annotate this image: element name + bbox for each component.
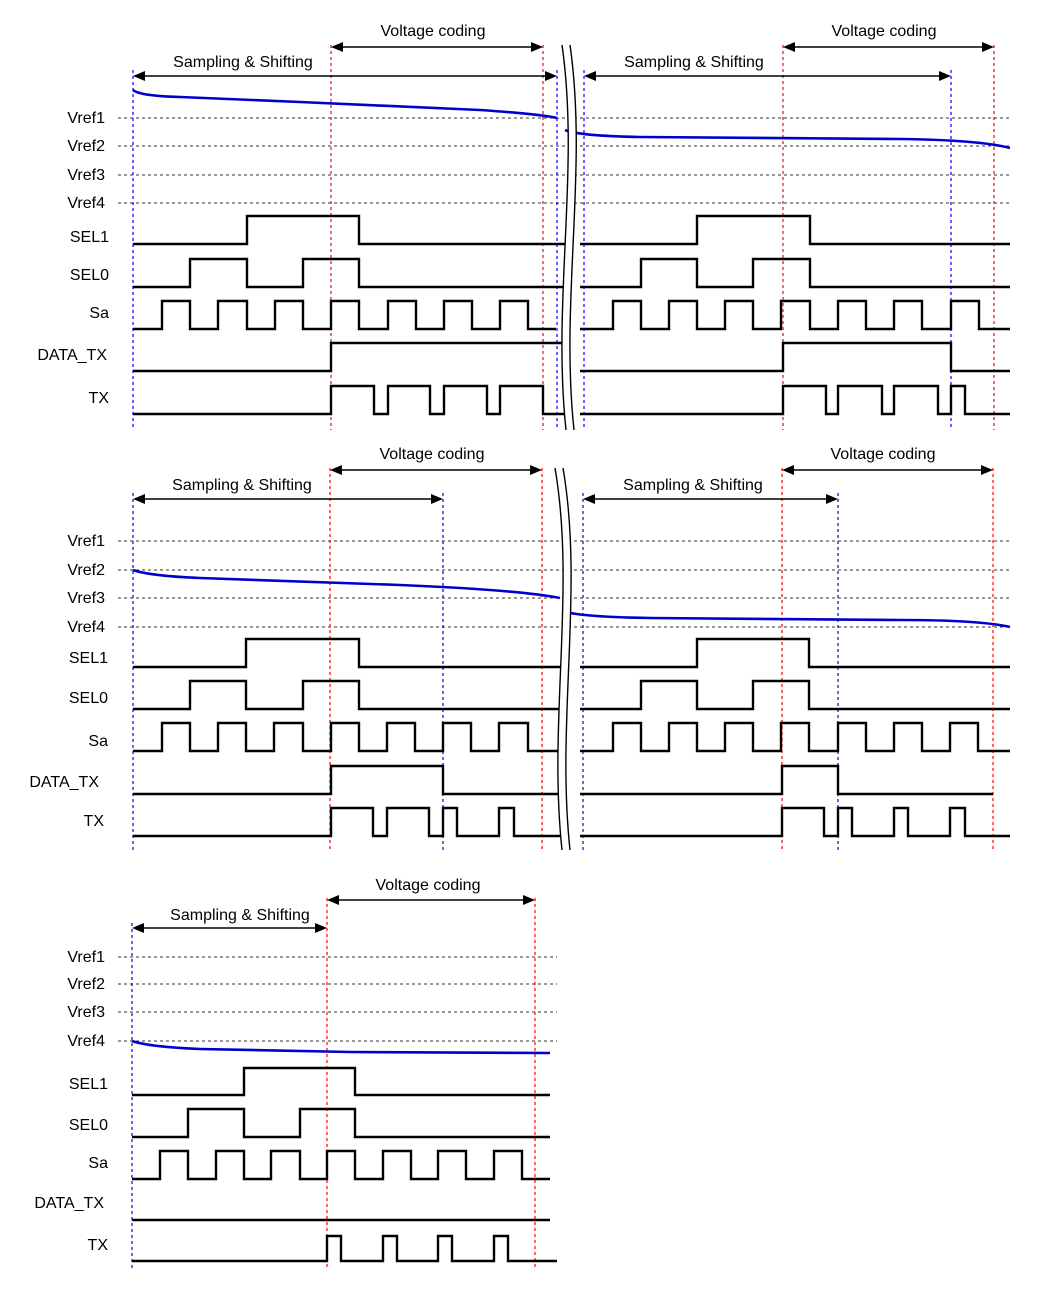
label-vref1: Vref1 xyxy=(67,533,105,550)
label-sel1: SEL1 xyxy=(68,650,108,667)
label-sa: Sa xyxy=(88,733,108,750)
label-tx: TX xyxy=(83,813,104,830)
label-sel0: SEL0 xyxy=(68,1117,108,1134)
sel1-waveform xyxy=(133,639,560,667)
sel1-waveform xyxy=(133,216,565,244)
tx-waveform xyxy=(133,808,560,836)
sel0-waveform xyxy=(133,259,565,287)
data-tx-waveform xyxy=(580,343,1010,371)
voltage-curve xyxy=(133,570,560,598)
label-vref4: Vref4 xyxy=(67,195,105,212)
sampling-shifting-arrow xyxy=(583,494,838,504)
label-vref2: Vref2 xyxy=(67,976,105,993)
timing-panel-3 xyxy=(34,877,557,1270)
label-sa: Sa xyxy=(88,1155,108,1172)
label-vref2: Vref2 xyxy=(67,562,105,579)
sel1-waveform xyxy=(580,216,1010,244)
label-vref3: Vref3 xyxy=(67,167,105,184)
sampling-shifting-label: Sampling & Shifting xyxy=(624,54,764,71)
sa-waveform xyxy=(133,301,556,329)
label-vref3: Vref3 xyxy=(67,590,105,607)
label-tx: TX xyxy=(87,1237,108,1254)
time-break-mark xyxy=(562,45,576,430)
sampling-shifting-label: Sampling & Shifting xyxy=(623,477,763,494)
tx-waveform xyxy=(132,1236,557,1261)
sa-waveform xyxy=(133,723,560,751)
sampling-shifting-arrow xyxy=(133,494,443,504)
sa-waveform xyxy=(580,301,1010,329)
voltage-coding-label: Voltage coding xyxy=(831,23,937,40)
sampling-shifting-label: Sampling & Shifting xyxy=(170,907,310,924)
voltage-curve xyxy=(566,612,1010,627)
voltage-coding-arrow xyxy=(331,42,543,52)
timing-panel-2 xyxy=(29,446,1010,852)
voltage-coding-label: Voltage coding xyxy=(375,877,481,894)
sa-waveform xyxy=(580,723,1010,751)
sel1-waveform xyxy=(580,639,1010,667)
label-data-tx: DATA_TX xyxy=(29,774,99,791)
tx-waveform xyxy=(580,386,1010,414)
voltage-coding-arrow xyxy=(327,895,535,905)
tx-waveform xyxy=(133,386,565,414)
label-vref1: Vref1 xyxy=(67,110,105,127)
timing-panel-1 xyxy=(37,23,1010,430)
label-tx: TX xyxy=(88,390,109,407)
voltage-coding-label: Voltage coding xyxy=(380,23,486,40)
label-sa: Sa xyxy=(89,305,109,322)
label-data-tx: DATA_TX xyxy=(37,347,107,364)
label-sel0: SEL0 xyxy=(69,267,109,284)
sampling-shifting-label: Sampling & Shifting xyxy=(172,477,312,494)
sel0-waveform xyxy=(580,681,1010,709)
voltage-coding-arrow xyxy=(783,42,994,52)
data-tx-waveform xyxy=(133,343,570,371)
label-vref3: Vref3 xyxy=(67,1004,105,1021)
label-vref2: Vref2 xyxy=(67,138,105,155)
label-vref1: Vref1 xyxy=(67,949,105,966)
sel0-waveform xyxy=(580,259,1010,287)
voltage-coding-label: Voltage coding xyxy=(379,446,485,463)
sampling-shifting-arrow xyxy=(133,71,557,81)
voltage-coding-arrow xyxy=(782,465,993,475)
sel0-waveform xyxy=(133,681,560,709)
sel1-waveform xyxy=(132,1068,550,1095)
data-tx-waveform xyxy=(580,766,993,794)
sa-waveform xyxy=(132,1151,550,1179)
voltage-curve xyxy=(133,90,557,118)
label-sel1: SEL1 xyxy=(68,1076,108,1093)
label-vref4: Vref4 xyxy=(67,619,105,636)
label-sel0: SEL0 xyxy=(68,690,108,707)
label-data-tx: DATA_TX xyxy=(34,1195,104,1212)
voltage-coding-arrow xyxy=(330,465,542,475)
sampling-shifting-arrow xyxy=(584,71,951,81)
time-break-mark xyxy=(555,468,571,850)
voltage-curve xyxy=(565,130,1010,148)
label-vref4: Vref4 xyxy=(67,1033,105,1050)
tx-waveform xyxy=(580,808,1010,836)
voltage-curve xyxy=(132,1041,550,1053)
label-sel1: SEL1 xyxy=(69,229,109,246)
data-tx-waveform xyxy=(133,766,560,794)
sel0-waveform xyxy=(132,1109,550,1137)
sampling-shifting-arrow xyxy=(132,923,327,933)
sampling-shifting-label: Sampling & Shifting xyxy=(173,54,313,71)
voltage-coding-label: Voltage coding xyxy=(830,446,936,463)
